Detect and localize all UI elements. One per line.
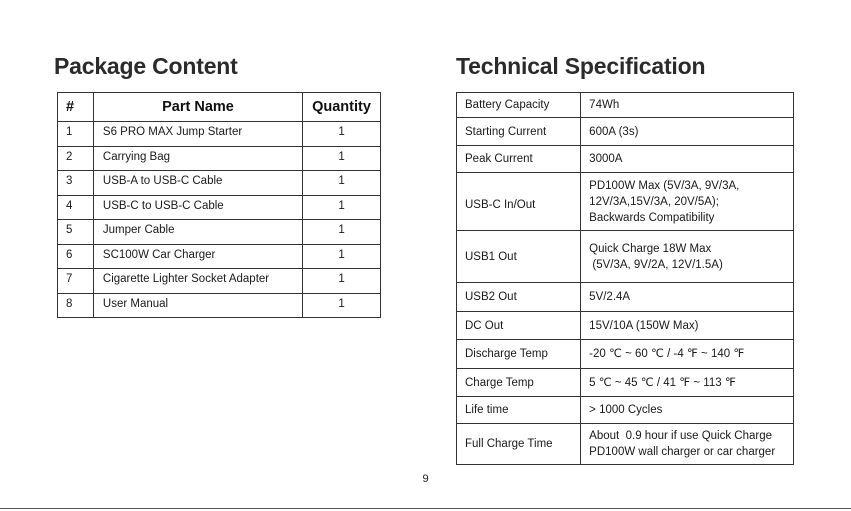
spec-value bbox=[581, 231, 794, 283]
spec-value-line: (5V/3A, 9V/2A, 12V/1.5A) bbox=[589, 258, 723, 271]
row-quantity: 1 bbox=[303, 146, 381, 171]
spec-row bbox=[457, 93, 794, 118]
table-row bbox=[58, 195, 381, 220]
spec-value-line: -20 ℃ ~ 60 ℃ / -4 ℉ ~ 140 ℉ bbox=[589, 348, 745, 360]
table-row bbox=[58, 146, 381, 171]
row-part-name: Cigarette Lighter Socket Adapter bbox=[93, 269, 302, 294]
spec-value-line: 74Wh bbox=[589, 99, 620, 111]
spec-value bbox=[581, 173, 794, 231]
row-quantity: 1 bbox=[303, 122, 381, 147]
spec-value-line: 3000A bbox=[589, 153, 623, 165]
spec-label: Discharge Temp bbox=[457, 340, 581, 369]
row-part-name: User Manual bbox=[93, 293, 302, 318]
row-quantity: 1 bbox=[303, 293, 381, 318]
technical-specification-table bbox=[456, 92, 794, 465]
header-number: # bbox=[58, 93, 94, 122]
row-quantity: 1 bbox=[303, 244, 381, 269]
spec-row bbox=[457, 231, 794, 283]
spec-value-line: 12V/3A,15V/3A, 20V/5A); bbox=[589, 195, 719, 208]
header-quantity: Quantity bbox=[303, 93, 381, 122]
spec-value-line: 600A (3s) bbox=[589, 125, 639, 138]
row-number: 4 bbox=[58, 195, 94, 220]
spec-label: USB1 Out bbox=[457, 231, 581, 283]
row-number: 2 bbox=[58, 146, 94, 171]
package-content-table bbox=[57, 92, 381, 318]
row-number: 6 bbox=[58, 244, 94, 269]
spec-value-line: > 1000 Cycles bbox=[589, 404, 663, 416]
spec-row bbox=[457, 340, 794, 369]
spec-label: DC Out bbox=[457, 312, 581, 340]
row-part-name: USB-C to USB-C Cable bbox=[93, 195, 302, 220]
spec-value bbox=[581, 340, 794, 369]
spec-value-line: About 0.9 hour if use Quick Charge bbox=[589, 430, 772, 442]
spec-label: Starting Current bbox=[457, 118, 581, 146]
row-quantity: 1 bbox=[303, 220, 381, 245]
spec-row bbox=[457, 146, 794, 173]
row-number: 3 bbox=[58, 171, 94, 196]
spec-label: Full Charge Time bbox=[457, 424, 581, 465]
spec-value-line: Backwards Compatibility bbox=[589, 211, 715, 224]
spec-label: Charge Temp bbox=[457, 369, 581, 397]
table-row bbox=[58, 220, 381, 245]
spec-value bbox=[581, 397, 794, 424]
header-part-name: Part Name bbox=[93, 93, 302, 122]
spec-value-line: 5V/2.4A bbox=[589, 291, 631, 303]
spec-label: Battery Capacity bbox=[457, 93, 581, 118]
spec-label: USB-C In/Out bbox=[457, 173, 581, 231]
table-row bbox=[58, 269, 381, 294]
page-number: 9 bbox=[422, 473, 429, 485]
spec-value bbox=[581, 283, 794, 312]
table-row bbox=[58, 244, 381, 269]
footer-divider bbox=[0, 508, 851, 509]
spec-row bbox=[457, 118, 794, 146]
table-row bbox=[58, 122, 381, 147]
package-table-header-row bbox=[58, 93, 381, 122]
spec-value bbox=[581, 424, 794, 465]
spec-row bbox=[457, 312, 794, 340]
row-part-name: Jumper Cable bbox=[93, 220, 302, 245]
row-number: 5 bbox=[58, 220, 94, 245]
spec-value bbox=[581, 369, 794, 397]
row-part-name: SC100W Car Charger bbox=[93, 244, 302, 269]
row-quantity: 1 bbox=[303, 269, 381, 294]
spec-value bbox=[581, 93, 794, 118]
spec-label: USB2 Out bbox=[457, 283, 581, 312]
spec-row bbox=[457, 283, 794, 312]
row-quantity: 1 bbox=[303, 171, 381, 196]
package-content-title: Package Content bbox=[54, 53, 238, 79]
spec-value-line: Quick Charge 18W Max bbox=[589, 242, 712, 255]
spec-value-line: PD100W wall charger or car charger bbox=[589, 446, 776, 458]
row-number: 7 bbox=[58, 269, 94, 294]
spec-row bbox=[457, 369, 794, 397]
table-row bbox=[58, 171, 381, 196]
spec-value bbox=[581, 312, 794, 340]
row-number: 1 bbox=[58, 122, 94, 147]
row-number: 8 bbox=[58, 293, 94, 318]
row-part-name: USB-A to USB-C Cable bbox=[93, 171, 302, 196]
spec-value-line: PD100W Max (5V/3A, 9V/3A, bbox=[589, 179, 740, 192]
spec-value-line: 5 ℃ ~ 45 ℃ / 41 ℉ ~ 113 ℉ bbox=[589, 376, 736, 389]
spec-row bbox=[457, 173, 794, 231]
technical-specification-title: Technical Specification bbox=[456, 53, 706, 79]
table-row bbox=[58, 293, 381, 318]
row-part-name: Carrying Bag bbox=[93, 146, 302, 171]
row-part-name: S6 PRO MAX Jump Starter bbox=[93, 122, 302, 147]
spec-label: Peak Current bbox=[457, 146, 581, 173]
spec-row bbox=[457, 424, 794, 465]
spec-row bbox=[457, 397, 794, 424]
spec-value bbox=[581, 118, 794, 146]
spec-value-line: 15V/10A (150W Max) bbox=[589, 319, 699, 332]
spec-value bbox=[581, 146, 794, 173]
spec-label: Life time bbox=[457, 397, 581, 424]
row-quantity: 1 bbox=[303, 195, 381, 220]
